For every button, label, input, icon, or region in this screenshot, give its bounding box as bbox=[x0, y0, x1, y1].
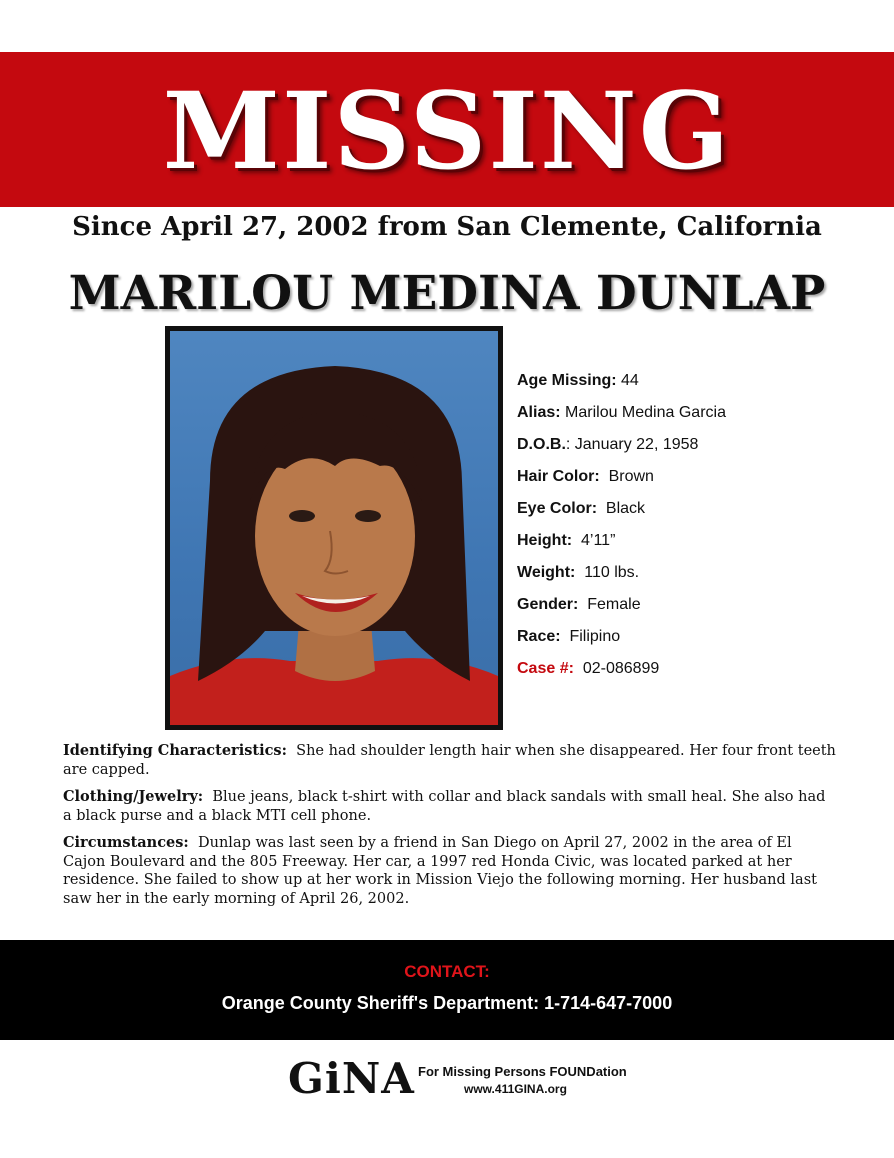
logo-url[interactable]: www.411GINA.org bbox=[464, 1082, 567, 1096]
contact-label: CONTACT: bbox=[404, 962, 490, 981]
photo-image bbox=[170, 331, 498, 725]
detail-eye bbox=[517, 498, 887, 530]
para-text: Dunlap was last seen by a friend in San Diego on April 27, 2002 in the area of El Cajon Boulevard and the 805 Freeway. Her car, a 1997 red Honda Civic, was located parked at her residence. She failed to show up at her work in Mission Viejo the following morning. Her husband last saw her in the early morning of April 26, 2002. bbox=[63, 835, 822, 907]
para-label: Clothing/Jewelry: bbox=[63, 788, 204, 805]
logo-tagline: For Missing Persons FOUNDation bbox=[418, 1064, 627, 1079]
detail-label: Age Missing: bbox=[517, 372, 617, 389]
since-line: Since April 27, 2002 from San Clemente, California bbox=[72, 212, 822, 242]
logo-word: GiNA bbox=[288, 1054, 415, 1103]
detail-value: 110 lbs. bbox=[575, 564, 640, 581]
circumstances bbox=[63, 834, 838, 908]
detail-label: Race: bbox=[517, 628, 561, 645]
clothing-jewelry bbox=[63, 788, 838, 825]
detail-label: Case #: bbox=[517, 660, 574, 677]
detail-age bbox=[517, 370, 887, 402]
banner-title: MISSING bbox=[162, 68, 732, 193]
detail-label: Hair Color: bbox=[517, 468, 600, 485]
detail-value: Black bbox=[597, 500, 646, 517]
detail-dob bbox=[517, 434, 887, 466]
detail-weight bbox=[517, 562, 887, 594]
para-label: Identifying Characteristics: bbox=[63, 742, 287, 759]
detail-race bbox=[517, 626, 887, 658]
detail-height bbox=[517, 530, 887, 562]
detail-gender bbox=[517, 594, 887, 626]
para-text: Blue jeans, black t-shirt with collar and black sandals with small heal. She also had a black purse and a black MTI cell phone. bbox=[63, 789, 831, 824]
identifying-characteristics bbox=[63, 742, 841, 779]
detail-label: Gender: bbox=[517, 596, 579, 613]
detail-hair bbox=[517, 466, 887, 498]
detail-label: Eye Color: bbox=[517, 500, 598, 517]
person-name: MARILOU MEDINA DUNLAP bbox=[68, 266, 826, 321]
para-text: She had shoulder length hair when she disappeared. Her four front teeth are capped. bbox=[63, 743, 841, 778]
contact-phone[interactable]: Orange County Sheriff's Department: 1-714-647-7000 bbox=[221, 993, 673, 1013]
detail-case bbox=[517, 658, 887, 690]
detail-label: Weight: bbox=[517, 564, 576, 581]
detail-value: Female bbox=[578, 596, 641, 613]
para-label: Circumstances: bbox=[63, 834, 189, 851]
gina-logo bbox=[288, 1054, 628, 1106]
detail-value: Brown bbox=[599, 468, 654, 485]
detail-label: D.O.B. bbox=[517, 436, 566, 453]
detail-value: Filipino bbox=[560, 628, 621, 645]
detail-alias bbox=[517, 402, 887, 434]
contact-bar bbox=[0, 940, 894, 1040]
detail-value: : January 22, 1958 bbox=[565, 436, 699, 453]
details-list bbox=[517, 370, 887, 690]
detail-label: Alias: bbox=[517, 404, 561, 421]
portrait-icon bbox=[170, 331, 498, 725]
detail-value: 44 bbox=[616, 372, 639, 389]
detail-label: Height: bbox=[517, 532, 573, 549]
detail-value: Marilou Medina Garcia bbox=[560, 404, 726, 421]
person-photo bbox=[165, 326, 503, 730]
description-section bbox=[63, 742, 841, 917]
detail-value: 02-086899 bbox=[573, 660, 660, 677]
detail-value: 4’11” bbox=[572, 532, 616, 549]
